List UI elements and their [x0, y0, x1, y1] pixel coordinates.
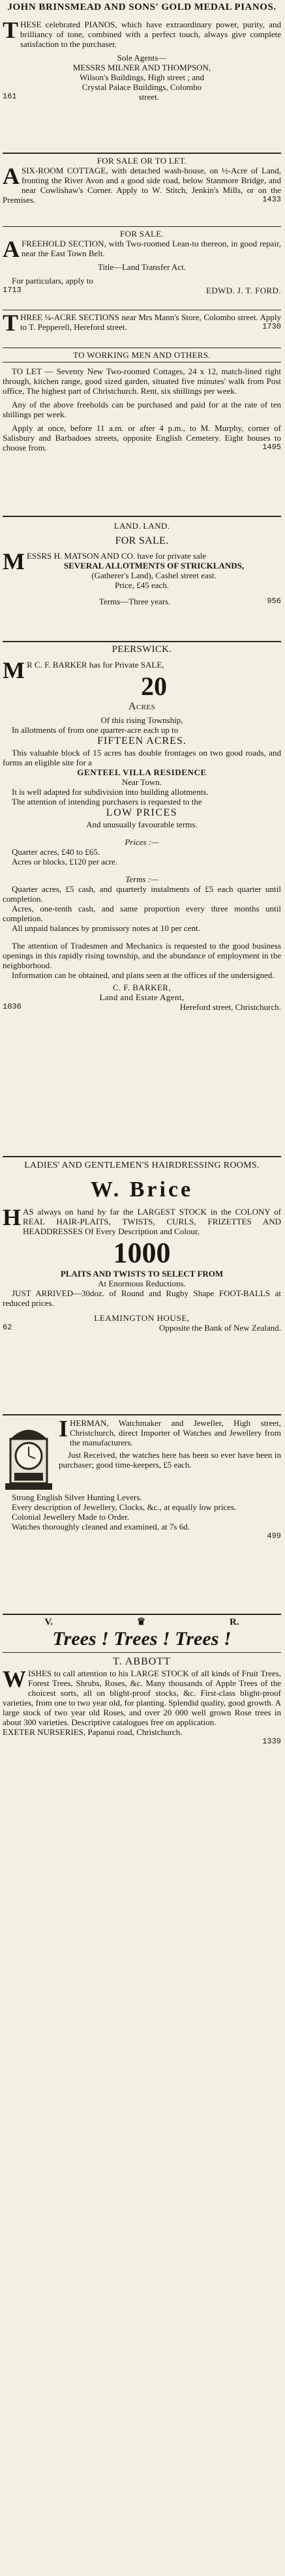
drop-capital: A [3, 163, 20, 189]
shop-address: Opposite the Bank of New Zealand. [158, 1323, 281, 1333]
terms-line-1: Quarter acres, £5 cash, and quarterly instalments of £5 each quarter until completion. [3, 884, 281, 904]
agents-name: MESSRS MILNER AND THOMPSON, [72, 63, 211, 72]
ad-reference-number: 62 [3, 1323, 12, 1332]
signature-title: Land and Estate Agent, [99, 992, 185, 1002]
ad-reference-number: 1036 [3, 1002, 22, 1011]
ad-cottage-for-sale [3, 154, 281, 226]
ad-body: SIX-ROOM COTTAGE, with detached wash-house, on ½-Acre of Land, fronting the River Avon and a good side road, below Stanmore Bridge, and near Cowlishaw's Corner. Apply to W. Stitch, Jenkin's Mills, or on the Premises. [3, 166, 281, 205]
terms-line-2: Acres, one-tenth cash, and same proportion every three months until completion. [3, 904, 281, 923]
ad-body-paragraph-3: Strong English Silver Hunting Levers. [12, 1492, 142, 1502]
ad-reference-number: 956 [267, 597, 281, 606]
terms-line-3: All unpaid balances by promissory notes at 10 per cent. [12, 923, 200, 933]
title-line: Title—Land Transfer Act. [98, 262, 186, 272]
particulars-line: For particulars, apply to [12, 276, 93, 286]
trees-headline: Trees ! Trees ! Trees ! [52, 1628, 232, 1650]
ad-body: ESSRS H. MATSON AND CO. have for private sale [26, 551, 207, 561]
title-underline [3, 362, 281, 363]
ad-herman-watchmaker [3, 1415, 281, 1614]
drop-capital: T [3, 310, 19, 336]
ad-title: LAND. LAND. [113, 521, 170, 531]
ad-body-paragraph-6: Watches thoroughly cleaned and examined, at 7s 6d. [12, 1522, 190, 1532]
agents-address-3: street. [138, 92, 159, 102]
agents-address-2: Crystal Palace Buildings, Colombo [82, 82, 202, 92]
ad-title: PEERSWICK. [112, 644, 172, 655]
acres-big-number: 20 [140, 672, 167, 701]
ad-three-acre-sections [3, 310, 281, 348]
ad-title: LADIES' AND GENTLEMEN'S HAIRDRESSING ROOMS. [24, 1161, 260, 1170]
ad-body-paragraph-2: Any of the above freeholds can be purchased and paid for at the rate of ten shillings per week. [3, 400, 281, 419]
ad-working-men-cottages [3, 348, 281, 516]
signature-name: C. F. BARKER, [112, 983, 172, 992]
ad-land-for-sale [3, 517, 281, 641]
genteel-villa-line: GENTEEL VILLA RESIDENCE [77, 767, 207, 777]
township-line: Of this rising Township, [100, 715, 183, 725]
shop-name: LEAMINGTON HOUSE, [94, 1313, 190, 1323]
drop-capital: I [59, 1415, 68, 1442]
ad-title: FOR SALE. [120, 229, 164, 239]
just-arrived-line: JUST ARRIVED—30doz. of Round and Rugby Shape FOOT-BALLS at reduced prices. [3, 1288, 281, 1308]
ad-body-paragraph-1: TO LET — Seventy New Two-roomed Cottages, 24 x 12, match-lined right through, kitchen range, good sized garden, situated five minutes' walk from Post office, The highest part of Christchurch. Rent, six shillings per week. [3, 366, 281, 396]
price-line: Price, £45 each. [114, 580, 170, 590]
ad-intro: R C. F. BARKER has for Private SALE, [26, 660, 164, 670]
agents-address-1: Wilson's Buildings, High street ; and [79, 72, 205, 82]
subdivision-line: It is well adapted for subdivision into building allotments. [12, 787, 209, 797]
allotments-line: In allotments of from one quarter-acre each up to [12, 725, 179, 735]
attention-line: The attention of intending purchasers is requested to the [12, 797, 202, 807]
drop-capital: M [3, 548, 25, 574]
plaits-big-number: 1000 [113, 1237, 171, 1269]
drop-capital: M [3, 657, 25, 683]
ad-reference-number: 1713 [3, 286, 22, 295]
terms-line: Terms—Three years. [98, 597, 171, 606]
drop-capital: A [3, 236, 20, 262]
proprietor-name: W. Brice [90, 1177, 194, 1202]
ad-brice-hairdressing [3, 1157, 281, 1414]
signature-address: Hereford street, Christchurch. [179, 1002, 281, 1012]
acres-word: Acres [128, 701, 156, 712]
information-paragraph: Information can be obtained, and plans seen at the offices of the undersigned. [12, 970, 275, 980]
ad-peerswick-township [3, 642, 281, 1156]
feature-line: SEVERAL ALLOTMENTS OF STRICKLANDS, [63, 561, 245, 570]
ad-body: ISHES to call attention to his LARGE STOCK of all kinds of Fruit Trees, Forest Trees, Shrubs, Roses, &c. Many thousands of Apple Trees of the choicest sorts, all on blight-proof stocks, &c. First-class blight-proof varieties, from one to two year old, for planting. Splendid quality, good growth. A large stock of two year old Roses, and over 20 000 well grown Rose trees in about 300 varieties. Descriptive catalogues free on application. [3, 1668, 281, 1727]
ad-reference-number: 499 [267, 1532, 281, 1541]
ad-body: HESE celebrated PIANOS, which have extraordinary power, purity, and brilliancy of tone, combined with a perfect touch, always give complete satisfaction to the purchaser. [20, 20, 281, 49]
ad-body-paragraph-3: Apply at once, before 11 a.m. or after 4 p.m., to M. Murphy, corner of Salisbury and Barbadoes streets, opposite English Cemetery. Eight houses to choose from. [3, 423, 281, 452]
terms-heading: Terms :— [125, 874, 158, 884]
cipher-v: V. [44, 1617, 53, 1627]
tradesmen-paragraph: The attention of Tradesmen and Mechanics is requested to the good business openings in this rapidly rising township, and the abundance of employment in the neighborhood. [3, 941, 281, 970]
mantel-clock-illustration [3, 1419, 55, 1491]
nursery-line: EXETER NURSERIES, Papanui road, Christchurch. [3, 1727, 183, 1737]
headline-underline [3, 1652, 281, 1653]
low-prices-line: LOW PRICES [106, 807, 178, 818]
feature-sub-line: (Gatherer's Land), Cashel street east. [91, 570, 217, 580]
ad-reference-number: 161 [3, 92, 17, 101]
ad-title: JOHN BRINSMEAD AND SONS' GOLD MEDAL PIANOS. [7, 2, 277, 12]
ad-body: AS always on hand by far the LARGEST STOCK in the COLONY of REAL HAIR-PLAITS, TWISTS, CURLS, FRIZETTES AND HEADDRESSES Of Every Description and Colour, [23, 1207, 281, 1236]
crown-icon: ♛ [136, 1617, 146, 1627]
block-description: This valuable block of 15 acres has double frontages on two good roads, and forms an eligible site for a [3, 748, 281, 767]
ad-abbott-trees [3, 1615, 281, 1826]
agents-heading: Sole Agents— [117, 53, 167, 63]
ad-freehold-section [3, 227, 281, 310]
ad-reference-number: 1495 [262, 443, 281, 452]
drop-capital: W [3, 1666, 26, 1692]
ad-body-paragraph-1: HERMAN, Watchmaker and Jeweller, High street, Christchurch, direct Importer of Watches and Jewellery from the manufacturers. [70, 1418, 281, 1447]
fifteen-acres-line: FIFTEEN ACRES. [97, 735, 187, 747]
ad-body: FREEHOLD SECTION, with Two-roomed Lean-to thereon, in good repair, near the East Town Belt. [22, 239, 281, 258]
prices-line-1: Quarter acres, £40 to £65. [12, 847, 100, 857]
ad-body-paragraph-4: Every description of Jewellery, Clocks, &c., at equally low prices. [12, 1502, 237, 1512]
drop-capital: H [3, 1204, 22, 1230]
ad-title: FOR SALE OR TO LET. [97, 156, 187, 166]
ad-reference-number: 1730 [262, 322, 281, 331]
ad-body: HREE ¼-ACRE SECTIONS near Mrs Mann's Store, Colombo street. Apply to T. Pepperell, Hereford street. [20, 312, 281, 332]
advertiser-name: T. ABBOTT [113, 1656, 171, 1667]
advertiser-signature: EDWD. J. T. FORD. [205, 286, 281, 295]
ad-body-paragraph-5: Colonial Jewellery Made to Order. [12, 1512, 130, 1522]
plaits-line: PLAITS AND TWISTS TO SELECT FROM [60, 1269, 224, 1279]
reductions-line: At Enormous Reductions. [98, 1279, 186, 1288]
ad-subtitle: FOR SALE. [115, 535, 169, 546]
drop-capital: T [3, 17, 19, 43]
ad-reference-number: 1433 [262, 195, 281, 204]
royal-cipher [3, 1618, 281, 1627]
favourable-terms-line: And unusually favourable terms. [86, 820, 198, 829]
near-town-line: Near Town. [122, 777, 162, 787]
cipher-r: R. [230, 1617, 239, 1627]
ad-title: TO WORKING MEN AND OTHERS. [73, 350, 211, 360]
ad-reference-number: 1339 [262, 1737, 281, 1746]
ad-body-paragraph-2: Just Received, the watches here has been so ever have been in purchaser; good time-keepers, £5 each. [59, 1450, 281, 1470]
prices-line-2: Acres or blocks, £120 per acre. [12, 857, 118, 866]
ad-brinsmead-pianos [3, 1, 281, 153]
prices-heading: Prices :— [125, 837, 159, 847]
